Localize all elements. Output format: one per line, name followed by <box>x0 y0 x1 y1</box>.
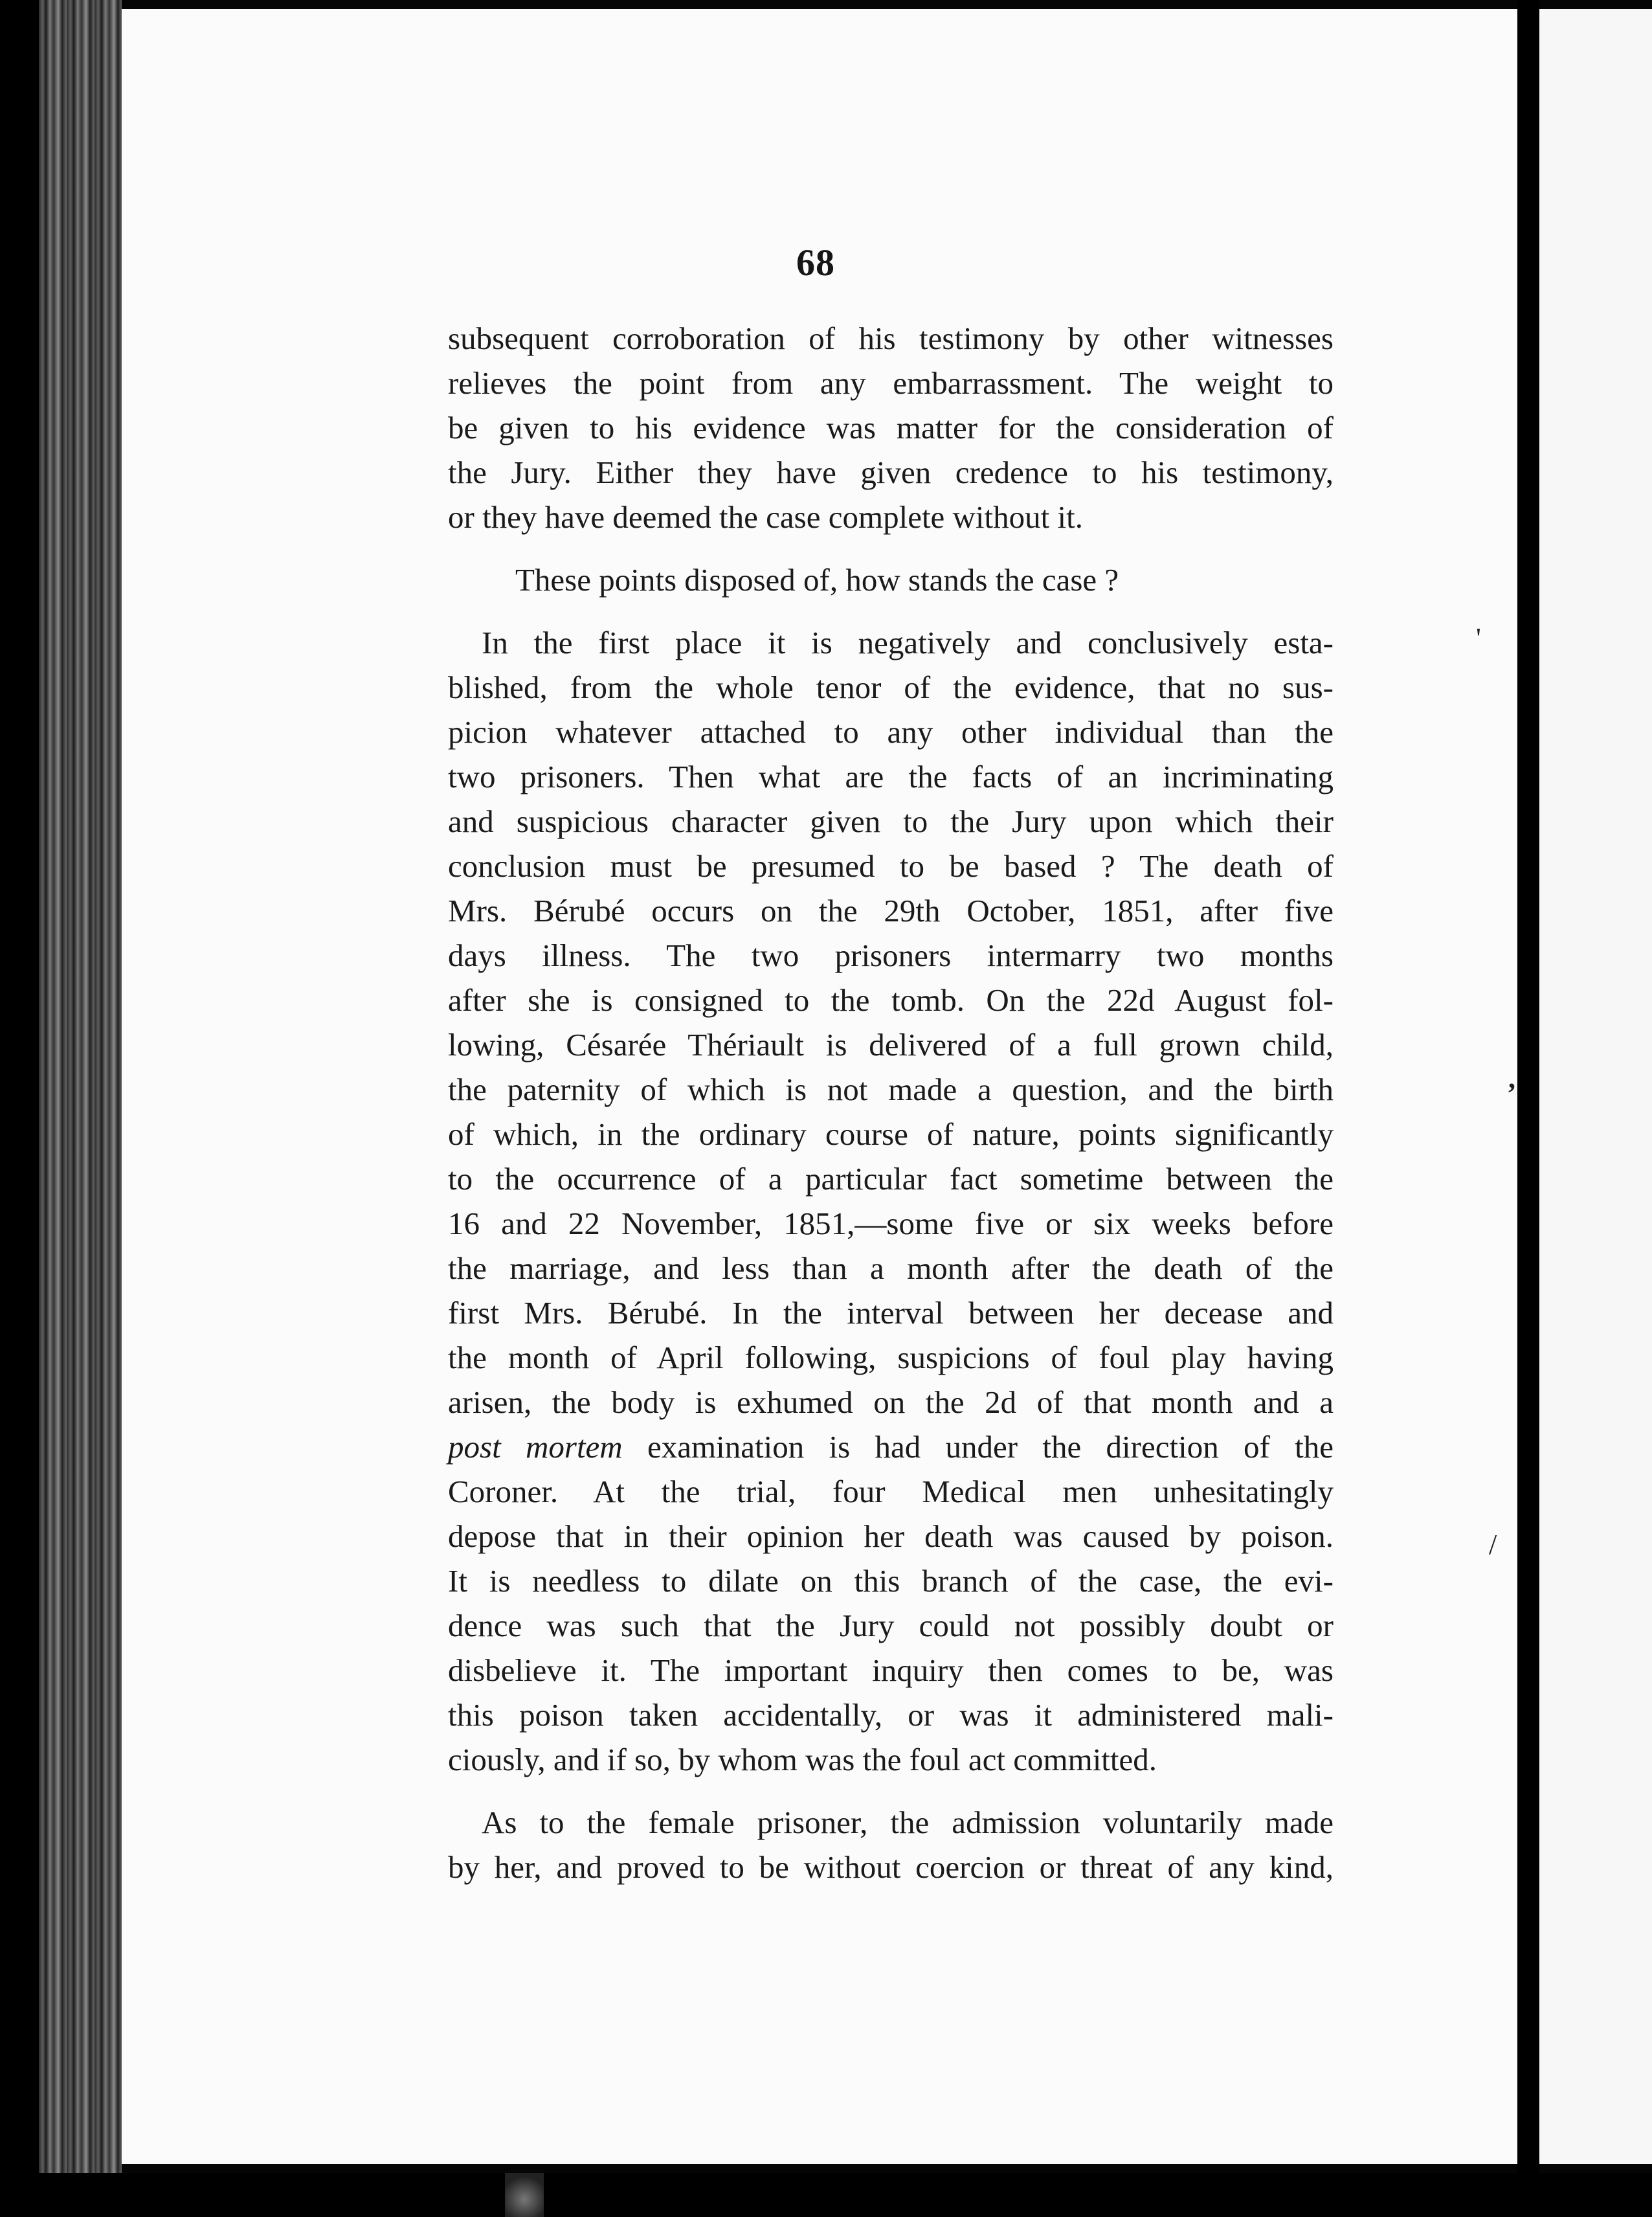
text-line: relieves the point from any embarrassment. The weight to <box>448 365 1334 401</box>
text-line: disbelieve it. The important inquiry then comes to be, was <box>448 1652 1334 1688</box>
text-line: first Mrs. Bérubé. In the interval between her decease and <box>448 1295 1334 1331</box>
text-line: the month of April following, suspicions of foul play having <box>448 1340 1334 1375</box>
paragraph-1 <box>448 316 1334 539</box>
page-number: 68 <box>796 242 835 284</box>
text-line: days illness. The two prisoners intermarry two months <box>448 938 1334 973</box>
scan-bottom-edge <box>0 2173 1652 2217</box>
text-line: to the occurrence of a particular fact sometime between the <box>448 1161 1334 1197</box>
adjacent-page-edge <box>1539 9 1652 2164</box>
text-line: As to the female prisoner, the admission voluntarily made <box>482 1805 1334 1840</box>
italic-phrase: post mortem <box>448 1429 623 1465</box>
body-text <box>448 316 1334 1908</box>
page-gutter <box>1517 0 1539 2217</box>
text-line: two prisoners. Then what are the facts of an incriminating <box>448 759 1334 794</box>
text-line: the marriage, and less than a month after the death of the <box>448 1250 1334 1286</box>
text-line: the Jury. Either they have given credence to his testimony, <box>448 455 1334 490</box>
text-line: dence was such that the Jury could not possibly doubt or <box>448 1608 1334 1643</box>
text-line: depose that in their opinion her death was caused by poison. <box>448 1518 1334 1554</box>
text-line: of which, in the ordinary course of nature, points significantly <box>448 1116 1334 1152</box>
paragraph-3 <box>448 620 1334 1782</box>
text-line: blished, from the whole tenor of the evidence, that no sus- <box>448 670 1334 705</box>
text-line: arisen, the body is exhumed on the 2d of that month and a <box>448 1384 1334 1420</box>
text-line: lowing, Césarée Thériault is delivered of a full grown child, <box>448 1027 1334 1063</box>
text-line: after she is consigned to the tomb. On the 22d August fol- <box>448 982 1334 1018</box>
text-line: ciously, and if so, by whom was the foul act committed. <box>448 1742 1157 1777</box>
text-line: It is needless to dilate on this branch of the case, the evi- <box>448 1563 1334 1599</box>
paragraph-2 <box>448 557 1334 602</box>
text-line: and suspicious character given to the Jury upon which their <box>448 804 1334 839</box>
text-line: 16 and 22 November, 1851,—some five or six weeks before <box>448 1206 1334 1241</box>
text-line: Coroner. At the trial, four Medical men unhesitatingly <box>448 1474 1334 1509</box>
text-line: be given to his evidence was matter for the consideration of <box>448 410 1334 445</box>
margin-mark: ' <box>1476 622 1481 654</box>
text-line: or they have deemed the case complete without it. <box>448 499 1084 535</box>
text-line: the paternity of which is not made a question, and the birth <box>448 1072 1334 1107</box>
text-line-italic <box>448 1424 1334 1469</box>
text-line: this poison taken accidentally, or was it administered mali- <box>448 1697 1334 1733</box>
text-line: In the first place it is negatively and conclusively esta- <box>482 625 1334 660</box>
text-line: conclusion must be presumed to be based ? The death of <box>448 848 1334 884</box>
binding-clip <box>505 2173 544 2217</box>
margin-mark: , <box>1508 1063 1515 1094</box>
text-line: picion whatever attached to any other individual than the <box>448 714 1334 750</box>
text-line: subsequent corroboration of his testimony by other witnesses <box>448 321 1334 356</box>
text-line-rest: examination is had under the direction of the <box>622 1429 1334 1465</box>
book-spine <box>39 0 122 2173</box>
margin-mark: / <box>1489 1529 1497 1560</box>
scan-left-edge <box>0 0 39 2217</box>
paragraph-4 <box>448 1800 1334 1889</box>
text-line: Mrs. Bérubé occurs on the 29th October, 1851, after five <box>448 893 1334 928</box>
text-line: These points disposed of, how stands the case ? <box>515 562 1119 598</box>
text-line: by her, and proved to be without coercion or threat of any kind, <box>448 1849 1334 1885</box>
